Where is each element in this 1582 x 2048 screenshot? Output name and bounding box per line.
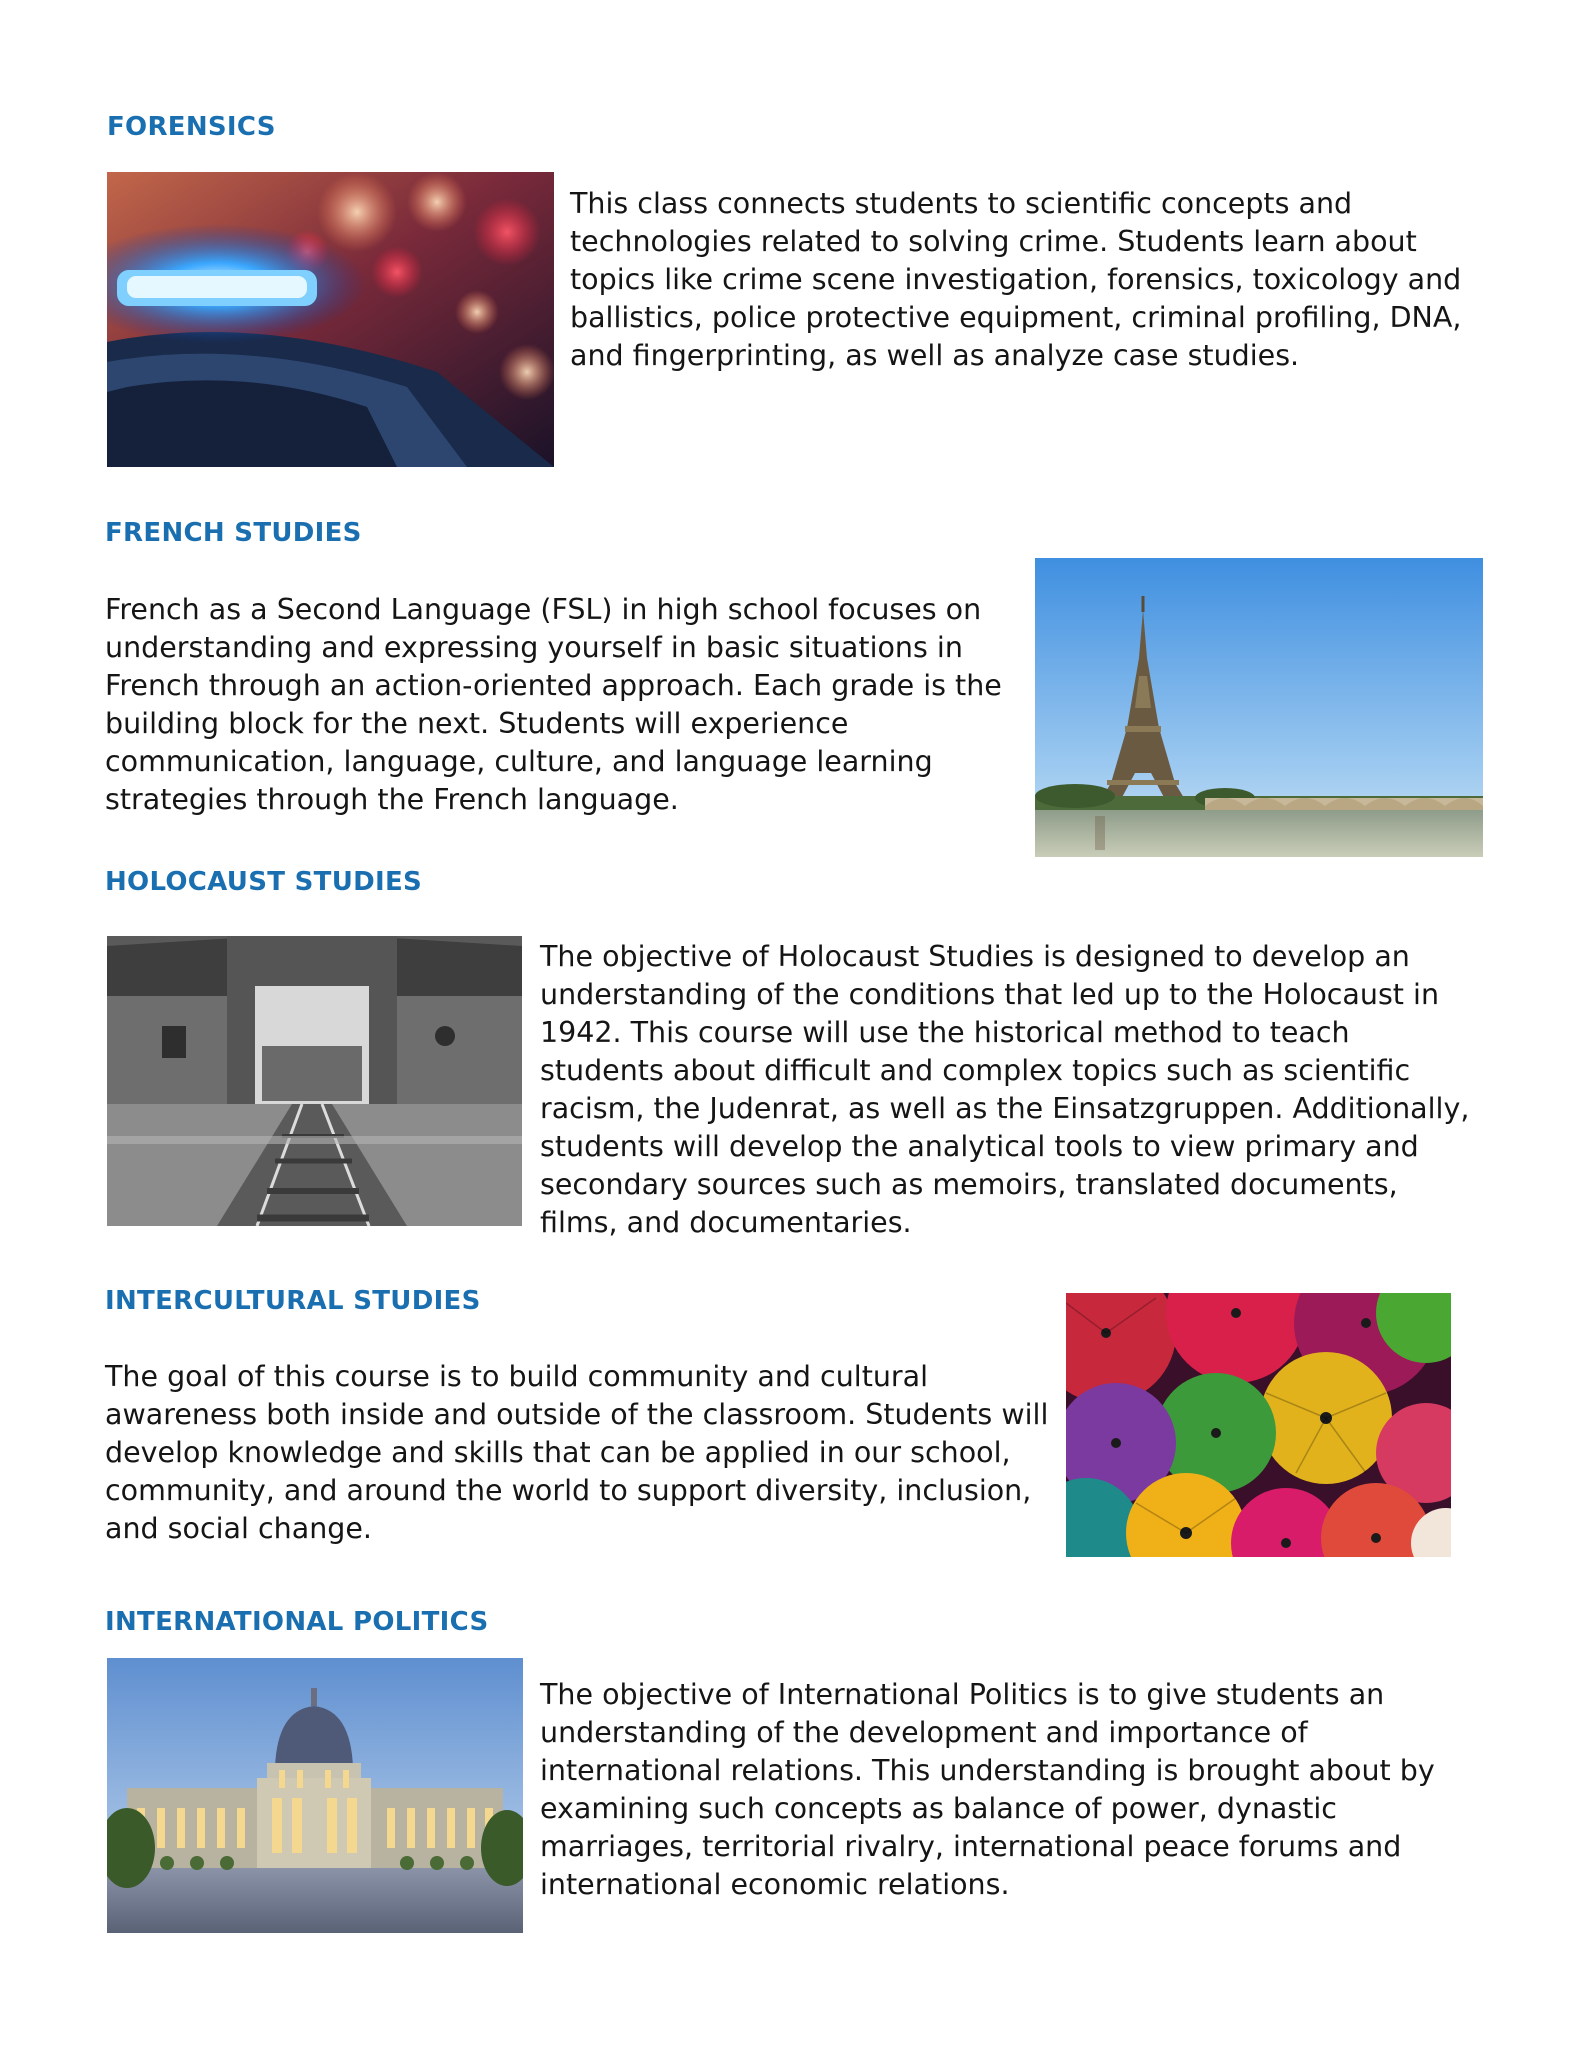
- forensics-description: This class connects students to scientific concepts and technologies related to solving crime. Students learn about topics like crime scene investigation, forensics, toxicology and ballistics, police protective equipment, criminal profiling, DNA, and fingerprinting, as well as analyze case studies.: [570, 187, 1462, 372]
- holocaust-studies-description: The objective of Holocaust Studies is designed to develop an understanding of the conditions that led up to the Holocaust in 1942. This course will use the historical method to teach students about difficult and complex topics such as scientific racism, the Judenrat, as well as the Einsatzgruppen. Additionally, students will develop the analytical tools to view primary and secondary sources such as memoirs, translated documents, films, and documentaries.: [540, 940, 1470, 1239]
- intercultural-studies-description: The goal of this course is to build community and cultural awareness both inside and outside of the classroom. Students will develop knowledge and skills that can be applied in our school, community, and around the world to support diversity, inclusion, and social change.: [105, 1360, 1049, 1545]
- section-heading-intercultural-studies: INTERCULTURAL STUDIES: [105, 1286, 481, 1316]
- section-heading-holocaust-studies: HOLOCAUST STUDIES: [105, 867, 423, 897]
- section-heading-forensics: FORENSICS: [107, 112, 276, 142]
- international-politics-description: The objective of International Politics is to give students an understanding of the development and importance of international relations. This understanding is brought about by examining such concepts as balance of power, dynastic marriages, territorial rivalry, international peace forums and international economic relations.: [540, 1678, 1435, 1901]
- camp-gate-railway-photo: [107, 936, 522, 1226]
- section-heading-french-studies: FRENCH STUDIES: [105, 518, 362, 548]
- domed-city-hall-photo: [107, 1658, 523, 1933]
- french-studies-description: French as a Second Language (FSL) in high school focuses on understanding and expressing yourself in basic situations in French through an action-oriented approach. Each grade is the building block for the next. Students will experience communication, language, culture, and language learning strategies through the French language.: [105, 593, 1002, 816]
- police-car-siren-photo: [107, 172, 554, 467]
- eiffel-tower-photo: [1035, 558, 1483, 857]
- colorful-umbrellas-photo: [1066, 1293, 1451, 1557]
- section-heading-international-politics: INTERNATIONAL POLITICS: [105, 1607, 489, 1637]
